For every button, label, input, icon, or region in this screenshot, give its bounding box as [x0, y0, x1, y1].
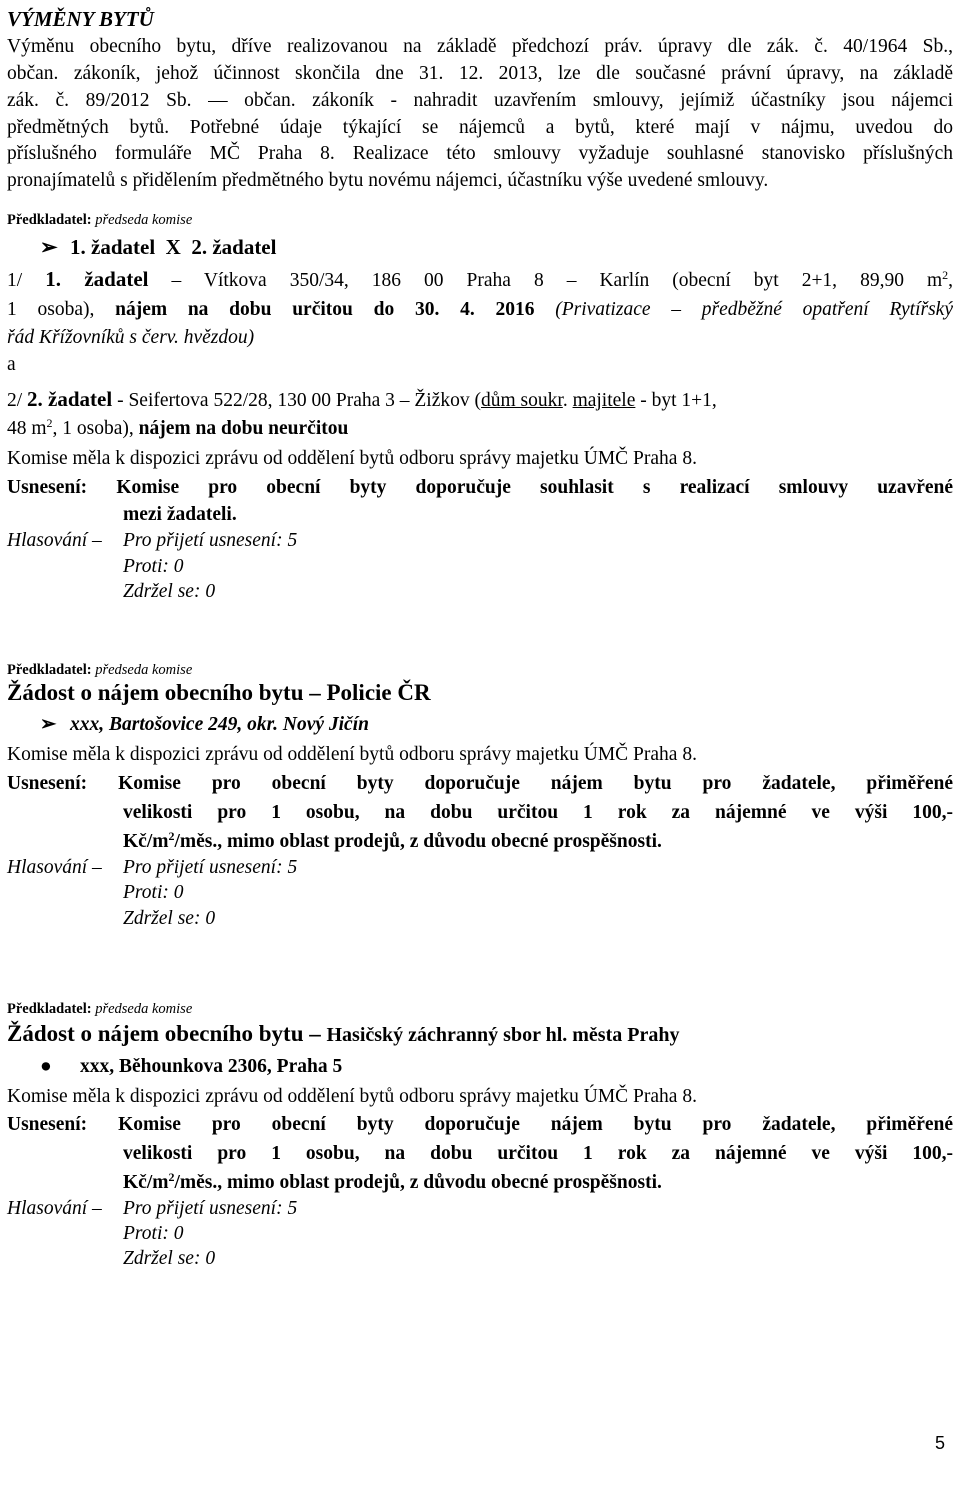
- applicant-2-sup: 2: [46, 416, 53, 430]
- conjunction: a: [7, 354, 16, 375]
- usneseni-rest: /měs., mimo oblast prodejů, z důvodu obecné prospěšnosti.: [174, 1172, 662, 1193]
- applicant-2-address: - Seifertova 522/28, 130 00 Praha 3 – Žižkov (: [112, 390, 481, 411]
- usneseni-label: Usnesení:: [7, 773, 88, 794]
- applicant-2-line-1: [7, 386, 717, 414]
- intro-line-5: příslušného formuláře MČ Praha 8. Realizace této smlouvy vyžaduje souhlasné stanovisko příslušných: [7, 143, 953, 164]
- applicant-2-owner-1: dům soukr: [481, 390, 563, 411]
- applicant-2-prefix: 2/: [7, 390, 28, 411]
- komise-note-3: Komise měla k dispozici zprávu od oddělení bytů odboru správy majetku ÚMČ Praha 8.: [7, 1086, 697, 1107]
- heading-prefix: Žádost o nájem obecního bytu –: [7, 1021, 327, 1046]
- applicant-2-area: 48 m: [7, 418, 47, 439]
- usneseni-3-line-1: [7, 1112, 953, 1138]
- applicant-1-label: 1. žadatel: [45, 267, 149, 291]
- hlasovani-2-pro: Pro přijetí usnesení: 5: [123, 857, 298, 878]
- applicant-1-comma: ,: [948, 270, 953, 291]
- usneseni-rest: /měs., mimo oblast prodejů, z důvodu obecné prospěšnosti.: [174, 831, 662, 852]
- applicant-1-line-3: řád Křížovníků s červ. hvězdou): [7, 327, 255, 348]
- heading-applicant: Hasičský záchranný sbor hl. města Prahy: [326, 1024, 680, 1046]
- applicant-1-note: (Privatizace – předběžné opatření Rytířský: [534, 299, 953, 320]
- usneseni-text: Komise pro obecní byty doporučuje nájem bytu pro žadatele, přiměřené: [118, 773, 953, 794]
- usneseni-2-line-2: velikosti pro 1 osobu, na dobu určitou 1 rok za nájemné ve výši 100,-: [123, 802, 953, 823]
- heading-applicant: Policie ČR: [326, 680, 431, 705]
- section-3-heading: [7, 1021, 679, 1048]
- applicant-2-lease: nájem na dobu neurčitou: [138, 418, 349, 439]
- intro-line-6: pronajímatelů s přidělením předmětného bytu novému nájemci, účastníku výše uvedené smlouvy.: [7, 170, 769, 191]
- intro-line-1: Výměnu obecního bytu, dříve realizovanou na základě předchozí práv. úpravy dle zák. č. 40/1964 Sb.,: [7, 36, 953, 57]
- hlasovani-1-pro: Pro přijetí usnesení: 5: [123, 530, 298, 551]
- dot-bullet-icon: ●: [40, 1056, 52, 1077]
- usneseni-label: Usnesení:: [7, 1114, 88, 1135]
- applicant-2-persons: , 1 osoba),: [52, 418, 139, 439]
- usneseni-unit: Kč/m: [123, 831, 169, 852]
- arrow-bullet-icon: ➢: [40, 714, 57, 735]
- hlasovani-2-proti: Proti: 0: [123, 882, 184, 903]
- usneseni-unit: Kč/m: [123, 1172, 169, 1193]
- hlasovani-2: Hlasování –: [7, 857, 102, 878]
- hlasovani-label: Hlasování –: [7, 530, 102, 551]
- item-text: xxx, Běhounkova 2306, Praha 5: [80, 1056, 343, 1077]
- hlasovani-3-proti: Proti: 0: [123, 1223, 184, 1244]
- applicant-2-line-2: [7, 416, 348, 442]
- hlasovani-1-zdrzel: Zdržel se: 0: [123, 581, 216, 602]
- intro-line-4: předmětných bytů. Potřebné údaje týkající se nájemců a bytů, které mají v nájmu, uvedou do: [7, 117, 953, 138]
- usneseni-text: Komise pro obecní byty doporučuje souhlasit s realizací smlouvy uzavřené: [116, 477, 954, 498]
- intro-line-2: občan. zákoník, jehož účinnost skončila dne 31. 12. 2013, lze dle současné právní úpravy, na základě: [7, 63, 953, 84]
- applicant-1-prefix: 1/: [7, 270, 46, 291]
- predkladatel-label: Předkladatel:: [7, 212, 92, 228]
- applicant-1-persons: 1 osoba),: [7, 299, 116, 320]
- section-2-item: [40, 712, 369, 738]
- intro-line-3: zák. č. 89/2012 Sb. — občan. zákoník - nahradit uzavřením smlouvy, jejímiž účastníky jsou nájemci: [7, 90, 953, 111]
- predkladatel: [7, 207, 192, 233]
- usneseni-3-line-3: [123, 1170, 662, 1196]
- predkladatel-label: Předkladatel:: [7, 1001, 92, 1017]
- applicant-2-flat: - byt 1+1,: [635, 390, 717, 411]
- usneseni-1-line-2: mezi žadateli.: [123, 504, 237, 525]
- arrow-bullet-icon: ➢: [40, 235, 58, 259]
- item-text: xxx, Bartošovice 249, okr. Nový Jičín: [70, 714, 369, 735]
- applicant-1-address: – Vítkova 350/34, 186 00 Praha 8 – Karlín (obecní byt 2+1, 89,90 m: [171, 270, 943, 291]
- usneseni-2-line-3: [123, 829, 662, 855]
- section-3-item: [40, 1054, 342, 1080]
- predkladatel-3: [7, 996, 192, 1022]
- usneseni-2-line-1: [7, 771, 953, 797]
- section-2-heading: [7, 680, 431, 706]
- section-title: VÝMĚNY BYTŮ: [7, 7, 154, 31]
- applicant-1-sup: 2: [942, 268, 949, 282]
- applicant-1-line-1: [7, 266, 953, 294]
- applicant-1-lease: nájem na dobu určitou do 30. 4. 2016: [115, 299, 535, 320]
- hlasovani-1-proti: Proti: 0: [123, 556, 184, 577]
- hlasovani-3-pro: Pro přijetí usnesení: 5: [123, 1198, 298, 1219]
- predkladatel-label: Předkladatel:: [7, 662, 92, 678]
- usneseni-sup: 2: [168, 1170, 175, 1184]
- heading-prefix: Žádost o nájem obecního bytu –: [7, 680, 327, 705]
- usneseni-1-line-1: [7, 475, 953, 501]
- usneseni-3-line-2: velikosti pro 1 osobu, na dobu určitou 1 rok za nájemné ve výši 100,-: [123, 1143, 953, 1164]
- applicant-2-label: 2. žadatel: [27, 387, 113, 411]
- predkladatel-value: předseda komise: [95, 212, 193, 228]
- usneseni-text: Komise pro obecní byty doporučuje nájem bytu pro žadatele, přiměřené: [118, 1114, 953, 1135]
- hlasovani-1: [7, 528, 102, 554]
- predkladatel-value: předseda komise: [95, 662, 193, 678]
- applicant-2-owner-2: majitele: [572, 390, 636, 411]
- hlasovani-3-zdrzel: Zdržel se: 0: [123, 1248, 216, 1269]
- komise-note-2: Komise měla k dispozici zprávu od oddělení bytů odboru správy majetku ÚMČ Praha 8.: [7, 744, 697, 765]
- applicant-1-line-2: [7, 297, 953, 323]
- applicants-heading-text: 1. žadatel X 2. žadatel: [70, 235, 277, 259]
- hlasovani-2-zdrzel: Zdržel se: 0: [123, 908, 216, 929]
- predkladatel-value: předseda komise: [95, 1001, 193, 1017]
- komise-note-1: Komise měla k dispozici zprávu od oddělení bytů odboru správy majetku ÚMČ Praha 8.: [7, 448, 697, 469]
- usneseni-label: Usnesení:: [7, 477, 88, 498]
- applicants-heading: [40, 234, 276, 260]
- hlasovani-3: Hlasování –: [7, 1198, 102, 1219]
- usneseni-sup: 2: [168, 829, 175, 843]
- page-number: 5: [935, 1433, 946, 1453]
- applicant-2-dot: .: [562, 390, 573, 411]
